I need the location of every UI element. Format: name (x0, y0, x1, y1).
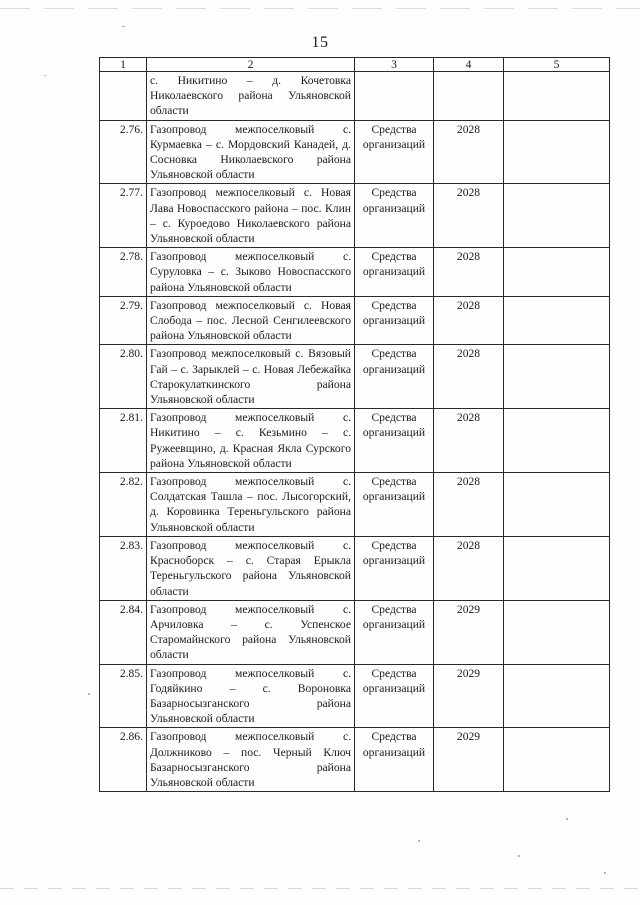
funding-source: Средства организаций (355, 473, 434, 537)
completion-year: 2028 (434, 473, 504, 537)
gas-pipeline-table (99, 57, 610, 792)
object-name: Газопровод межпоселковый с. Должниково – пос. Черный Ключ Базарносызганского района Ульяновской области (147, 728, 355, 792)
note-cell (504, 120, 610, 184)
completion-year: 2028 (434, 120, 504, 184)
table-row (100, 120, 610, 184)
column-header-1: 1 (100, 58, 147, 72)
funding-source: Средства организаций (355, 345, 434, 409)
note-cell (504, 72, 610, 121)
completion-year: 2029 (434, 728, 504, 792)
completion-year: 2028 (434, 536, 504, 600)
object-name: Газопровод межпоселковый с. Арчиловка – с. Успенское Старомайнского района Ульяновской области (147, 600, 355, 664)
object-name: Газопровод межпоселковый с. Вязовый Гай – с. Зарыклей – с. Новая Лебежайка Старокулаткинского района Ульяновской области (147, 345, 355, 409)
table-row (100, 664, 610, 728)
object-name: Газопровод межпоселковый с. Красноборск – с. Старая Ерыкла Тереньгульского района Ульяновской области (147, 536, 355, 600)
note-cell (504, 409, 610, 473)
page-number: 15 (311, 34, 329, 51)
row-number: 2.81. (100, 409, 147, 473)
completion-year (434, 72, 504, 121)
completion-year: 2028 (434, 345, 504, 409)
completion-year: 2028 (434, 409, 504, 473)
column-header-3: 3 (355, 58, 434, 72)
object-name: Газопровод межпоселковый с. Курмаевка – с. Мордовский Канадей, д. Сосновка Николаевского района Ульяновской области (147, 120, 355, 184)
completion-year: 2028 (434, 296, 504, 345)
funding-source (355, 72, 434, 121)
table-row (100, 409, 610, 473)
table-row (100, 72, 610, 121)
object-name: с. Никитино – д. Кочетовка Николаевского района Ульяновской области (147, 72, 355, 121)
row-number: 2.84. (100, 600, 147, 664)
row-number: 2.86. (100, 728, 147, 792)
object-name: Газопровод межпоселковый с. Никитино – с. Кезьмино – с. Ружеевщино, д. Красная Якла Сурского района Ульяновской области (147, 409, 355, 473)
funding-source: Средства организаций (355, 120, 434, 184)
table-row (100, 536, 610, 600)
scan-speck (566, 818, 568, 820)
table-row (100, 600, 610, 664)
funding-source: Средства организаций (355, 600, 434, 664)
table-row (100, 728, 610, 792)
row-number: 2.76. (100, 120, 147, 184)
note-cell (504, 664, 610, 728)
scan-speck (604, 872, 606, 874)
row-number: 2.78. (100, 248, 147, 297)
header-row (100, 58, 610, 72)
scan-edge-top (0, 8, 640, 9)
completion-year: 2029 (434, 664, 504, 728)
column-header-2: 2 (147, 58, 355, 72)
note-cell (504, 600, 610, 664)
funding-source: Средства организаций (355, 409, 434, 473)
funding-source: Средства организаций (355, 296, 434, 345)
row-number: 2.79. (100, 296, 147, 345)
object-name: Газопровод межпоселковый с. Годяйкино – с. Вороновка Базарносызганского района Ульяновской области (147, 664, 355, 728)
row-number: 2.80. (100, 345, 147, 409)
table-row (100, 184, 610, 248)
completion-year: 2029 (434, 600, 504, 664)
scan-speck (44, 75, 46, 76)
object-name: Газопровод межпоселковый с. Новая Лава Новоспасского района – пос. Клин – с. Куроедово Николаевского района Ульяновской области (147, 184, 355, 248)
note-cell (504, 536, 610, 600)
completion-year: 2028 (434, 184, 504, 248)
funding-source: Средства организаций (355, 184, 434, 248)
table-row (100, 248, 610, 297)
table-row (100, 473, 610, 537)
funding-source: Средства организаций (355, 664, 434, 728)
note-cell (504, 184, 610, 248)
scan-edge-bottom (0, 888, 640, 889)
scan-speck (122, 26, 125, 27)
column-header-4: 4 (434, 58, 504, 72)
table-row (100, 345, 610, 409)
row-number: 2.85. (100, 664, 147, 728)
scan-speck (418, 840, 420, 842)
table-row (100, 296, 610, 345)
completion-year: 2028 (434, 248, 504, 297)
object-name: Газопровод межпоселковый с. Солдатская Ташла – пос. Лысогорский, д. Коровинка Тереньгульского района Ульяновской области (147, 473, 355, 537)
scan-speck (88, 693, 90, 695)
note-cell (504, 248, 610, 297)
row-number: 2.77. (100, 184, 147, 248)
note-cell (504, 296, 610, 345)
funding-source: Средства организаций (355, 728, 434, 792)
row-number: 2.83. (100, 536, 147, 600)
note-cell (504, 728, 610, 792)
column-header-5: 5 (504, 58, 610, 72)
scan-speck (518, 855, 520, 857)
note-cell (504, 345, 610, 409)
row-number: 2.82. (100, 473, 147, 537)
note-cell (504, 473, 610, 537)
funding-source: Средства организаций (355, 248, 434, 297)
object-name: Газопровод межпоселковый с. Суруловка – с. Зыково Новоспасского района Ульяновской области (147, 248, 355, 297)
funding-source: Средства организаций (355, 536, 434, 600)
table-body (100, 72, 610, 792)
row-number (100, 72, 147, 121)
object-name: Газопровод межпоселковый с. Новая Слобода – пос. Лесной Сенгилеевского района Ульяновской области (147, 296, 355, 345)
